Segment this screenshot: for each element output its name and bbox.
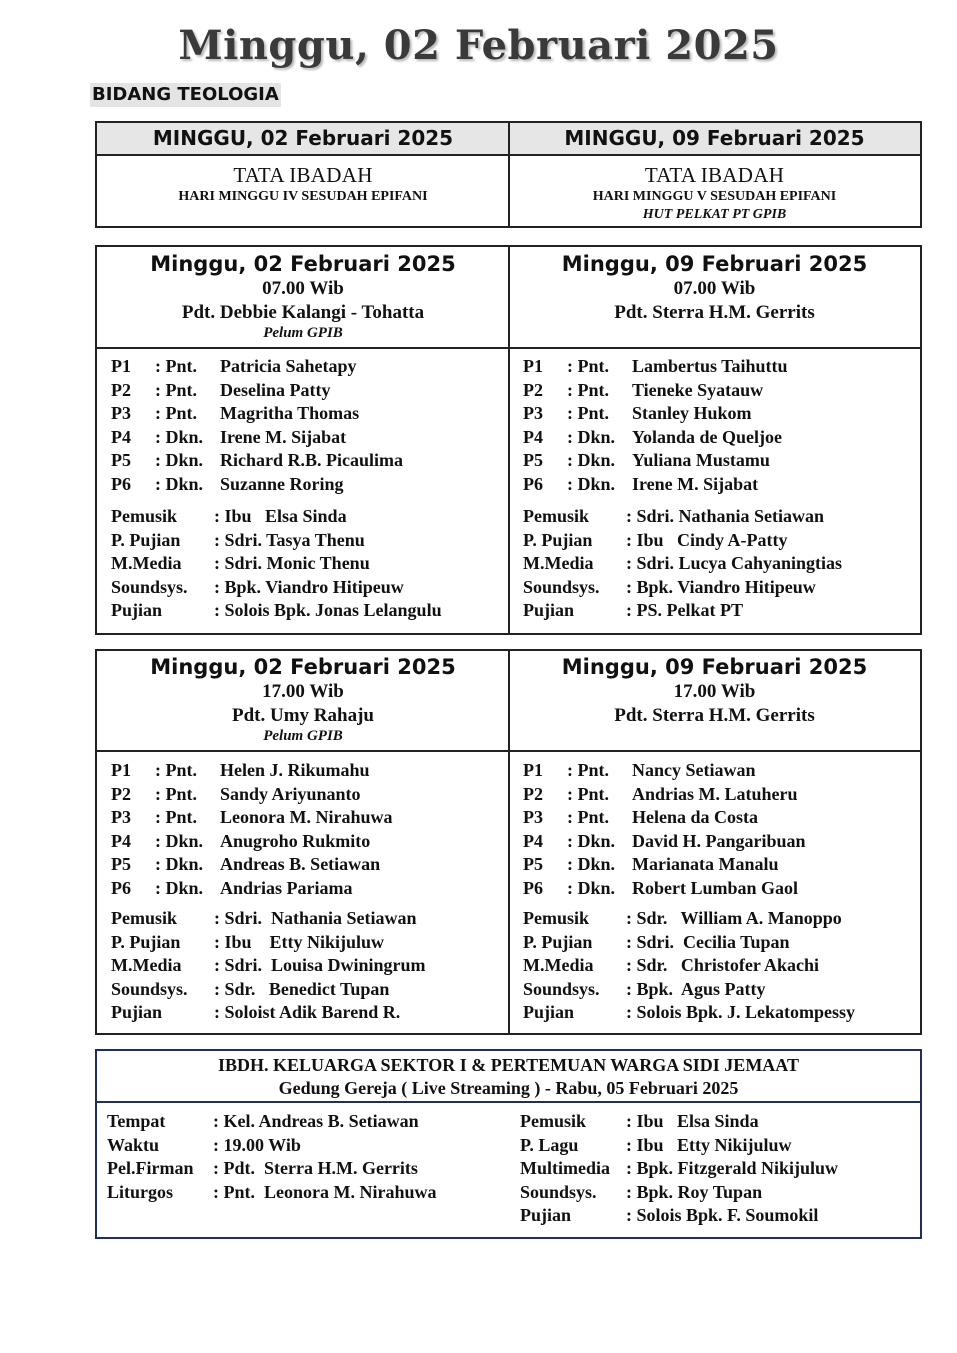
- officer-row: [111, 877, 505, 901]
- officer-row: [523, 426, 916, 450]
- officer-role: P4: [523, 426, 543, 447]
- theme-subtitle: HARI MINGGU V SESUDAH EPIFANI: [592, 189, 837, 204]
- service-time: 07.00 Wib: [262, 278, 344, 299]
- family-value: : Solois Bpk. F. Soumokil: [626, 1205, 819, 1226]
- family-role: Pel.Firman: [107, 1158, 194, 1179]
- family-role: P. Lagu: [520, 1134, 579, 1155]
- support-roster: [111, 907, 505, 1025]
- family-row: [107, 1157, 507, 1181]
- family-right-roster: [520, 1110, 916, 1228]
- support-row: [111, 576, 505, 600]
- officer-title: : Pnt.: [155, 783, 197, 804]
- officer-roster: [111, 355, 505, 497]
- family-worship-box: [95, 1049, 922, 1239]
- officer-title: : Pnt.: [567, 760, 609, 780]
- officer-roster: [523, 759, 916, 901]
- morning-service-box: [95, 245, 922, 635]
- support-value: : Sdr. William A. Manoppo: [626, 908, 842, 928]
- officer-role: P3: [111, 403, 131, 424]
- support-value: : Sdri. Nathania Setiawan: [214, 908, 417, 928]
- family-role: Soundsys.: [520, 1181, 597, 1202]
- officer-name: Andrias M. Latuheru: [632, 783, 798, 804]
- service-pastor: Pdt. Debbie Kalangi - Tohatta: [181, 302, 425, 323]
- officer-title: : Dkn.: [567, 426, 616, 447]
- support-row: [523, 529, 916, 553]
- support-role: Pemusik: [523, 506, 590, 526]
- officer-role: P5: [523, 450, 543, 471]
- officer-row: [111, 759, 505, 783]
- officer-title: : Pnt.: [155, 760, 197, 780]
- family-role: Tempat: [107, 1111, 166, 1131]
- officer-name: Anugroho Rukmito: [220, 830, 371, 851]
- officer-name: Patricia Sahetapy: [220, 356, 357, 376]
- family-row: [107, 1134, 507, 1158]
- support-row: [523, 505, 916, 529]
- officer-title: : Pnt.: [567, 356, 609, 376]
- theme-title: TATA IBADAH: [644, 163, 785, 187]
- officer-title: : Dkn.: [155, 473, 204, 494]
- family-value: : Pnt. Leonora M. Nirahuwa: [213, 1181, 437, 1202]
- family-value: : Kel. Andreas B. Setiawan: [213, 1111, 419, 1131]
- support-value: : Bpk. Viandro Hitipeuw: [626, 576, 816, 597]
- support-role: Pemusik: [523, 908, 590, 928]
- family-row: [107, 1181, 507, 1205]
- officer-row: [523, 379, 916, 403]
- evening-service-box: [95, 649, 922, 1035]
- officer-row: [523, 806, 916, 830]
- officer-name: Irene M. Sijabat: [220, 426, 347, 447]
- officer-roster: [523, 355, 916, 497]
- support-value: : Sdri. Tasya Thenu: [214, 529, 365, 550]
- officer-title: : Dkn.: [155, 877, 204, 898]
- officer-title: : Pnt.: [155, 807, 197, 828]
- officer-name: Deselina Patty: [220, 379, 331, 400]
- family-role: Multimedia: [520, 1158, 610, 1179]
- officer-role: P4: [111, 830, 131, 851]
- officer-title: : Dkn.: [567, 830, 616, 851]
- support-role: Pujian: [523, 600, 575, 621]
- officer-title: : Dkn.: [567, 450, 616, 471]
- family-row: [520, 1181, 916, 1205]
- theme-subtitle: HARI MINGGU IV SESUDAH EPIFANI: [178, 189, 428, 204]
- officer-name: Andreas B. Setiawan: [220, 854, 381, 875]
- support-value: : Ibu Elsa Sinda: [214, 506, 347, 526]
- officer-name: Irene M. Sijabat: [632, 473, 759, 494]
- officer-title: : Pnt.: [567, 783, 609, 804]
- service-time: 17.00 Wib: [673, 681, 756, 702]
- officer-title: : Dkn.: [155, 426, 204, 447]
- support-row: [523, 978, 916, 1002]
- support-row: [111, 529, 505, 553]
- service-date: Minggu, 02 Februari 2025: [150, 655, 456, 679]
- officer-role: P6: [523, 473, 543, 494]
- officer-title: : Dkn.: [155, 830, 204, 851]
- support-role: Pemusik: [111, 506, 178, 526]
- officer-title: : Dkn.: [567, 473, 616, 494]
- officer-name: Lambertus Taihuttu: [632, 356, 788, 376]
- support-row: [111, 552, 505, 576]
- officer-name: Stanley Hukom: [632, 403, 752, 424]
- support-value: : Soloist Adik Barend R.: [214, 1002, 401, 1023]
- officer-row: [111, 783, 505, 807]
- service-date: Minggu, 09 Februari 2025: [561, 655, 868, 679]
- support-row: [111, 505, 505, 529]
- support-value: : Sdri. Cecilia Tupan: [626, 931, 790, 952]
- support-role: Soundsys.: [523, 576, 600, 597]
- evening-left: [97, 651, 509, 1033]
- support-value: : Sdri. Louisa Dwiningrum: [214, 955, 426, 976]
- officer-row: [111, 426, 505, 450]
- support-value: : Solois Bpk. Jonas Lelangulu: [214, 600, 442, 621]
- officer-title: : Pnt.: [567, 807, 609, 828]
- officer-name: Yuliana Mustamu: [632, 450, 770, 471]
- support-row: [111, 1001, 505, 1025]
- service-time: 07.00 Wib: [673, 278, 756, 299]
- family-row: [107, 1110, 507, 1134]
- service-pastor: Pdt. Sterra H.M. Gerrits: [614, 705, 815, 726]
- support-role: Pujian: [111, 1002, 163, 1023]
- support-row: [523, 954, 916, 978]
- officer-row: [523, 877, 916, 901]
- family-value: : Bpk. Fitzgerald Nikijuluw: [626, 1158, 839, 1179]
- officer-title: : Dkn.: [155, 854, 204, 875]
- officer-role: P1: [523, 356, 543, 376]
- officer-name: Nancy Setiawan: [632, 760, 756, 780]
- support-row: [111, 599, 505, 623]
- officer-title: : Dkn.: [567, 877, 616, 898]
- officer-role: P6: [111, 877, 131, 898]
- family-value: : Ibu Etty Nikijuluw: [626, 1134, 792, 1155]
- evening-right: [509, 651, 920, 1033]
- officer-title: : Pnt.: [155, 379, 197, 400]
- officer-row: [523, 759, 916, 783]
- officer-name: Suzanne Roring: [220, 473, 344, 494]
- officer-title: : Dkn.: [155, 450, 204, 471]
- officer-role: P3: [111, 807, 131, 828]
- support-value: : Sdri. Nathania Setiawan: [626, 506, 825, 526]
- officer-roster: [111, 759, 505, 901]
- officer-row: [111, 402, 505, 426]
- section-label: BIDANG TEOLOGIA: [92, 84, 279, 105]
- officer-title: : Pnt.: [567, 403, 609, 424]
- support-row: [111, 978, 505, 1002]
- officer-name: Helen J. Rikumahu: [220, 760, 370, 780]
- support-row: [111, 931, 505, 955]
- officer-role: P6: [523, 877, 543, 898]
- family-role: Liturgos: [107, 1181, 174, 1202]
- family-row: [520, 1134, 916, 1158]
- support-value: : Ibu Cindy A-Patty: [626, 529, 788, 550]
- family-value: : 19.00 Wib: [213, 1134, 301, 1155]
- support-role: Soundsys.: [523, 978, 600, 999]
- family-role: Waktu: [107, 1134, 160, 1155]
- officer-role: P2: [523, 379, 543, 400]
- officer-name: Robert Lumban Gaol: [632, 877, 799, 898]
- support-role: M.Media: [523, 955, 594, 976]
- officer-row: [523, 783, 916, 807]
- support-role: P. Pujian: [523, 529, 593, 550]
- officer-role: P3: [523, 403, 543, 424]
- family-value: : Pdt. Sterra H.M. Gerrits: [213, 1158, 418, 1179]
- officer-role: P1: [523, 760, 543, 780]
- officer-row: [523, 402, 916, 426]
- support-role: P. Pujian: [111, 931, 181, 952]
- officer-role: P2: [523, 783, 543, 804]
- theme-date-left: MINGGU, 02 Februari 2025: [152, 126, 454, 150]
- support-value: : Bpk. Agus Patty: [626, 978, 766, 999]
- officer-name: Yolanda de Queljoe: [632, 426, 783, 447]
- support-row: [523, 931, 916, 955]
- officer-row: [523, 853, 916, 877]
- officer-row: [111, 830, 505, 854]
- support-row: [111, 907, 505, 931]
- family-value: : Ibu Elsa Sinda: [626, 1111, 759, 1131]
- officer-role: P3: [523, 807, 543, 828]
- officer-name: Marianata Manalu: [632, 854, 779, 875]
- officer-role: P1: [111, 760, 131, 780]
- officer-title: : Pnt.: [567, 379, 609, 400]
- officer-name: Leonora M. Nirahuwa: [220, 807, 393, 828]
- family-subtitle: Gedung Gereja ( Live Streaming ) - Rabu, 05 Februari 2025: [278, 1078, 739, 1098]
- morning-right: [509, 247, 920, 633]
- support-row: [523, 552, 916, 576]
- family-value: : Bpk. Roy Tupan: [626, 1181, 763, 1202]
- support-value: : Ibu Etty Nikijuluw: [214, 931, 385, 952]
- morning-left: [97, 247, 509, 633]
- support-row: [523, 599, 916, 623]
- officer-row: [111, 379, 505, 403]
- support-value: : Sdr. Benedict Tupan: [214, 978, 390, 999]
- support-row: [111, 954, 505, 978]
- officer-row: [111, 806, 505, 830]
- officer-role: P2: [111, 379, 131, 400]
- theme-note: HUT PELKAT PT GPIB: [642, 207, 787, 222]
- support-role: Soundsys.: [111, 978, 188, 999]
- officer-role: P4: [111, 426, 131, 447]
- family-role: Pujian: [520, 1205, 572, 1226]
- officer-name: Andrias Pariama: [220, 877, 353, 898]
- support-value: : Sdr. Christofer Akachi: [626, 955, 820, 976]
- support-value: : PS. Pelkat PT: [626, 600, 743, 621]
- service-pastor: Pdt. Sterra H.M. Gerrits: [614, 302, 815, 323]
- support-row: [523, 576, 916, 600]
- officer-name: David H. Pangaribuan: [632, 830, 806, 851]
- page-title: Minggu, 02 Februari 2025: [178, 22, 779, 69]
- family-row: [520, 1204, 916, 1228]
- support-role: P. Pujian: [523, 931, 593, 952]
- service-date: Minggu, 02 Februari 2025: [150, 252, 456, 276]
- officer-row: [523, 449, 916, 473]
- support-role: Pujian: [523, 1002, 575, 1023]
- support-role: Soundsys.: [111, 576, 188, 597]
- support-role: M.Media: [111, 955, 182, 976]
- support-value: : Sdri. Monic Thenu: [214, 553, 370, 574]
- liturgy-theme-box: [95, 121, 922, 228]
- officer-title: : Dkn.: [567, 854, 616, 875]
- officer-title: : Pnt.: [155, 356, 197, 376]
- officer-role: P2: [111, 783, 131, 804]
- support-roster: [523, 505, 916, 623]
- officer-role: P1: [111, 356, 131, 376]
- support-value: : Sdri. Lucya Cahyaningtias: [626, 553, 843, 574]
- family-role: Pemusik: [520, 1111, 587, 1131]
- support-row: [523, 907, 916, 931]
- support-role: Pemusik: [111, 908, 178, 928]
- service-time: 17.00 Wib: [262, 681, 344, 702]
- theme-title: TATA IBADAH: [233, 163, 373, 187]
- family-title: IBDH. KELUARGA SEKTOR I & PERTEMUAN WARGA SIDI JEMAAT: [218, 1055, 799, 1075]
- service-pastor: Pdt. Umy Rahaju: [232, 705, 374, 726]
- service-date: Minggu, 09 Februari 2025: [561, 252, 868, 276]
- officer-name: Magritha Thomas: [220, 403, 360, 424]
- support-value: : Bpk. Viandro Hitipeuw: [214, 576, 404, 597]
- support-row: [523, 1001, 916, 1025]
- officer-row: [523, 473, 916, 497]
- officer-row: [111, 355, 505, 379]
- family-left-roster: [107, 1110, 507, 1204]
- officer-row: [111, 449, 505, 473]
- officer-role: P5: [523, 854, 543, 875]
- officer-row: [523, 355, 916, 379]
- support-role: P. Pujian: [111, 529, 181, 550]
- theme-left: [97, 123, 509, 226]
- support-roster: [111, 505, 505, 623]
- officer-name: Richard R.B. Picaulima: [220, 450, 403, 471]
- officer-role: P6: [111, 473, 131, 494]
- officer-role: P4: [523, 830, 543, 851]
- support-role: M.Media: [111, 553, 182, 574]
- officer-name: Tieneke Syatauw: [632, 379, 764, 400]
- officer-title: : Pnt.: [155, 403, 197, 424]
- service-note: Pelum GPIB: [263, 325, 343, 341]
- theme-date-right: MINGGU, 09 Februari 2025: [564, 126, 865, 150]
- officer-row: [111, 473, 505, 497]
- officer-name: Sandy Ariyunanto: [220, 783, 361, 804]
- theme-right: [509, 123, 920, 226]
- officer-row: [111, 853, 505, 877]
- family-row: [520, 1110, 916, 1134]
- support-roster: [523, 907, 916, 1025]
- officer-role: P5: [111, 854, 131, 875]
- family-row: [520, 1157, 916, 1181]
- support-value: : Solois Bpk. J. Lekatompessy: [626, 1002, 856, 1023]
- service-note: Pelum GPIB: [263, 728, 343, 744]
- officer-row: [523, 830, 916, 854]
- support-role: M.Media: [523, 553, 594, 574]
- support-role: Pujian: [111, 600, 163, 621]
- officer-role: P5: [111, 450, 131, 471]
- officer-name: Helena da Costa: [632, 807, 758, 828]
